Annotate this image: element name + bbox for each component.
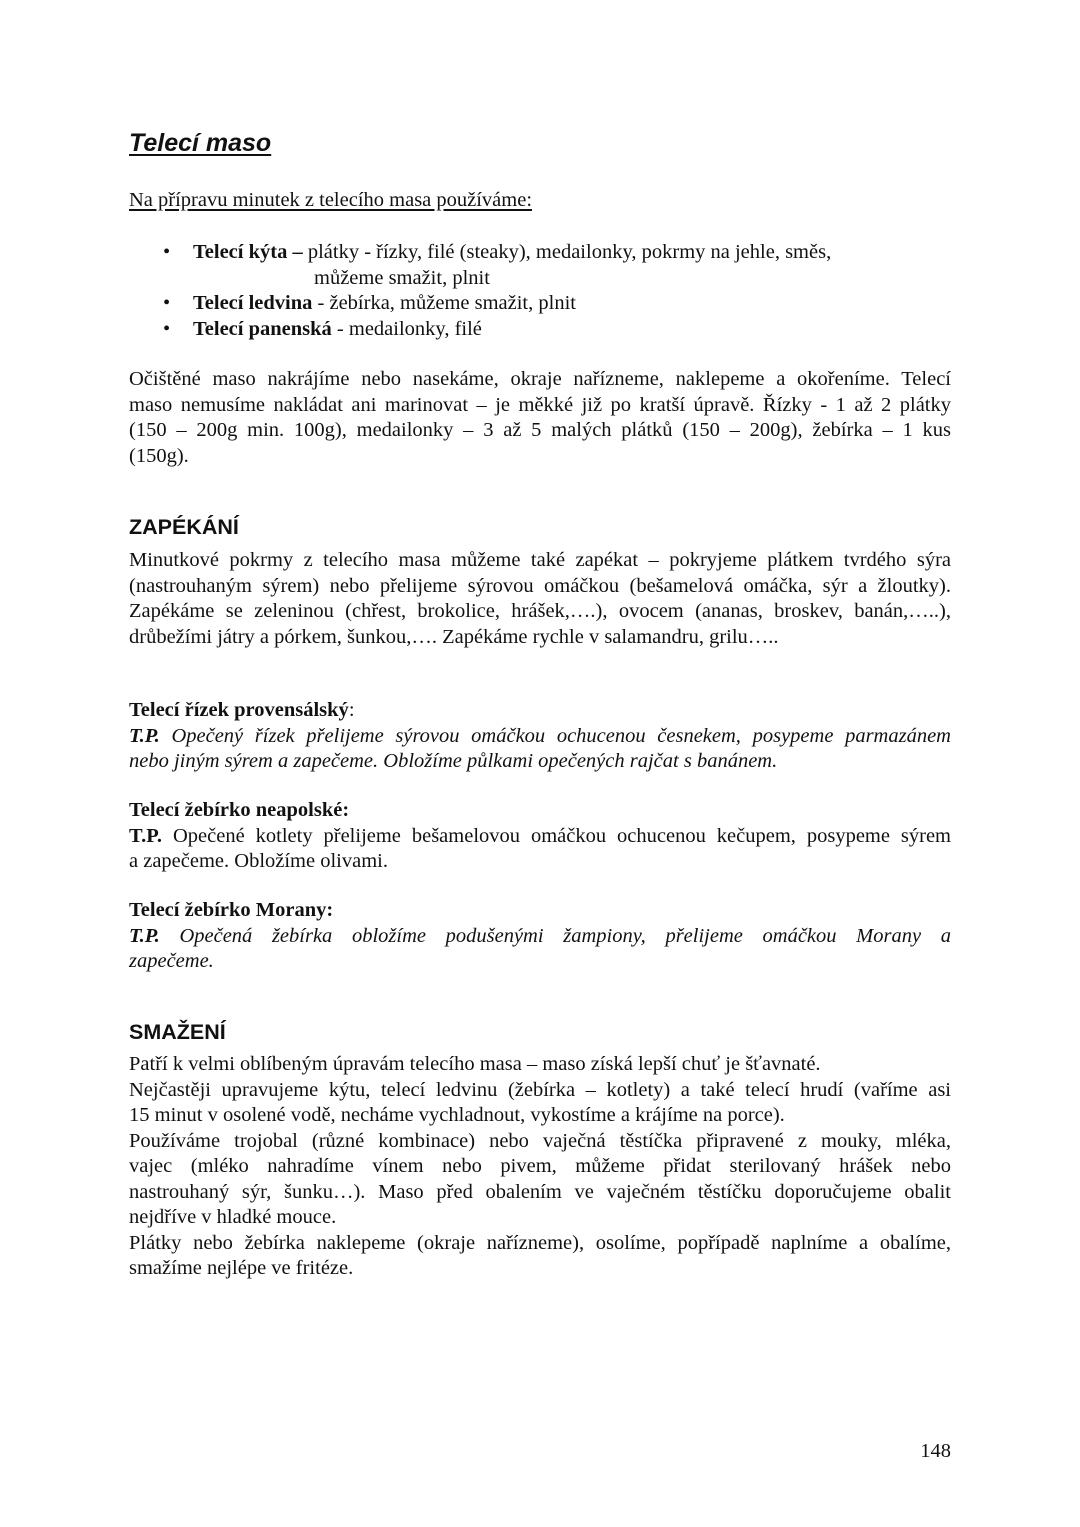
recipe-neapolske xyxy=(129,798,951,875)
cut-name: Telecí panenská xyxy=(193,317,332,340)
cut-description: plátky - řízky, filé (steaky), medailonky, pokrmy na jehle, směs, xyxy=(302,241,832,263)
intro-line: Na přípravu minutek z telecího masa používáme: xyxy=(129,189,533,211)
paragraph-line: 15 minut v osolené vodě, necháme vychladnout, vykostíme a krájíme na porce). xyxy=(129,1104,785,1126)
bullet-icon: • xyxy=(163,241,171,263)
tp-label: T.P. xyxy=(129,724,160,747)
section-heading-smazeni: SMAŽENÍ xyxy=(129,1020,226,1044)
preparation-paragraph xyxy=(129,367,951,469)
list-item xyxy=(129,317,951,343)
tp-label: T.P. xyxy=(129,924,160,947)
cut-name: Telecí kýta – xyxy=(193,241,303,263)
page-title: Telecí maso xyxy=(129,129,272,157)
paragraph-line: a zapečeme. Obložíme olivami. xyxy=(129,850,388,872)
paragraph-line: Minutkové pokrmy z telecího masa můžeme také zapékat – pokryjeme plátkem tvrdého sýra xyxy=(129,549,951,571)
recipe-morany xyxy=(129,898,951,975)
cut-description: - žebírka, můžeme smažit, plnit xyxy=(312,292,576,314)
bullet-icon: • xyxy=(163,292,171,314)
paragraph-line: drůbežími játry a pórkem, šunkou,…. Zapékáme rychle v salamandru, grilu….. xyxy=(129,625,779,648)
tp-label: T.P. xyxy=(129,824,163,847)
paragraph-line: smažíme nejlépe ve fritéze. xyxy=(129,1257,354,1279)
paragraph-line: vajec (mléko nahradíme vínem nebo pivem, můžeme přidat sterilovaný hrášek nebo xyxy=(129,1155,951,1177)
paragraph-line: (150g). xyxy=(129,444,189,467)
paragraph-line xyxy=(129,724,951,750)
recipe-title: Telecí žebírko Morany: xyxy=(129,899,334,921)
paragraph-line: (nastrouhaným sýrem) nebo přelijeme sýrovou omáčkou (bešamelová omáčka, sýr a žloutky). xyxy=(129,574,951,597)
cut-description-continued: můžeme smažit, plnit xyxy=(314,266,490,289)
paragraph-line: Patří k velmi oblíbeným úpravám telecího masa – maso získá lepší chuť je šťavnaté. xyxy=(129,1053,821,1075)
section-heading-zapekani: ZAPÉKÁNÍ xyxy=(129,515,239,539)
page-number: 148 xyxy=(920,1440,951,1462)
list-item xyxy=(129,240,951,291)
paragraph-line: Používáme trojobal (různé kombinace) nebo vaječná těstíčka připravené z mouky, mléka, xyxy=(129,1129,951,1152)
paragraph-line: nastrouhaný sýr, šunku…). Maso před obalením ve vaječném těstíčku doporučujeme obalit xyxy=(129,1180,951,1203)
paragraph-line: zapečeme. xyxy=(129,950,214,972)
recipe-title: Telecí žebírko neapolské: xyxy=(129,799,350,821)
smazeni-paragraph xyxy=(129,1052,951,1282)
paragraph-line xyxy=(129,824,951,850)
recipe-title-colon: : xyxy=(348,699,355,721)
paragraph-line: Očištěné maso nakrájíme nebo nasekáme, okraje nařízneme, naklepeme a okořeníme. Telecí xyxy=(129,368,951,390)
paragraph-line: nejdříve v hladké mouce. xyxy=(129,1206,337,1228)
cut-description: - medailonky, filé xyxy=(331,317,482,340)
paragraph-line: Zapékáme se zeleninou (chřest, brokolice, hrášek,….), ovocem (ananas, broskev, banán,…..), xyxy=(129,600,951,622)
paragraph-line xyxy=(129,924,951,950)
recipe-provensalsky xyxy=(129,698,951,775)
list-item xyxy=(129,291,951,317)
paragraph-line: maso nemusíme nakládat ani marinovat – je měkké již po kratší úpravě. Řízky - 1 až 2 plátky xyxy=(129,393,951,416)
paragraph-line: Plátky nebo žebírka naklepeme (okraje nařízneme), osolíme, popřípadě naplníme a obalíme, xyxy=(129,1231,951,1254)
recipe-title-line xyxy=(129,698,951,724)
bullet-icon: • xyxy=(163,317,171,340)
cut-list xyxy=(129,240,951,342)
recipe-text: Opečené kotlety přelijeme bešamelovou omáčkou ochucenou kečupem, posypeme sýrem xyxy=(162,824,951,847)
recipe-text: Opečený řízek přelijeme sýrovou omáčkou ochucenou česnekem, posypeme parmazánem xyxy=(159,724,951,747)
paragraph-line: Nejčastěji upravujeme kýtu, telecí ledvinu (žebírka – kotlety) a také telecí hrudí (vaříme asi xyxy=(129,1078,951,1101)
paragraph-line: nebo jiným sýrem a zapečeme. Obložíme půlkami opečených rajčat s banánem. xyxy=(129,750,778,772)
paragraph-line: (150 – 200g min. 100g), medailonky – 3 až 5 malých plátků (150 – 200g), žebírka – 1 kus xyxy=(129,419,951,441)
recipe-text: Opečená žebírka obložíme podušenými žampiony, přelijeme omáčkou Morany a xyxy=(159,924,951,947)
recipe-title: Telecí řízek provensálský xyxy=(129,699,349,721)
cut-name: Telecí ledvina xyxy=(193,292,313,314)
zapekani-paragraph xyxy=(129,548,951,650)
